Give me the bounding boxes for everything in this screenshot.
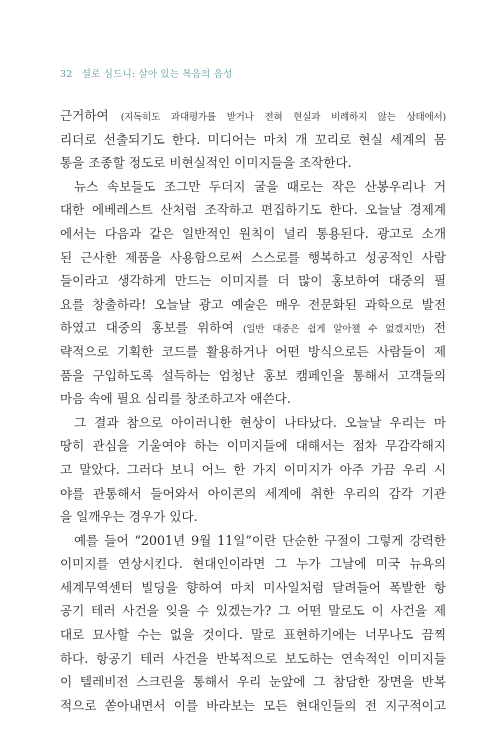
text-line [60,269,446,293]
text-line [60,198,446,222]
text-line [60,434,446,458]
text-line [60,647,446,671]
text-segment: 리더로 선출되기도 한다. 미디어는 마치 개 꼬리로 현실 세계의 몸 [60,131,446,147]
text-line [60,151,446,175]
text-line [60,576,446,600]
text-segment: 요를 창출하라! 오늘날 광고 예술은 매우 전문화된 과학으로 발전 [60,296,446,312]
text-segment: 마음 속에 필요 심리를 창조하고자 애쓴다. [60,391,291,407]
text-segment: 예를 들어 “2001년 9월 11일”이란 단순한 구절이 그렇게 강력한 [74,532,446,548]
text-line [60,529,446,553]
text-segment: 들이라고 생각하게 만드는 이미지를 더 많이 홍보하여 대중의 필 [60,273,446,289]
text-segment: 략적으로 기획한 코드를 활용하거나 어떤 방식으로든 사람들이 제 [60,343,446,359]
text-line [60,175,446,199]
body-text [60,104,446,717]
text-line [60,293,446,317]
text-line [60,246,446,270]
text-segment: 세계무역센터 빌딩을 향하여 마치 미사일처럼 달려들어 폭발한 항 [60,579,446,595]
text-segment: 하였고 대중의 홍보를 위하여 [60,320,243,336]
text-segment: 적으로 쏟아내면서 이를 바라보는 모든 현대인들의 전 지구적이고 [60,697,446,713]
text-segment: 땅히 관심을 기울여야 하는 이미지들에 대해서는 점차 무감각해지 [60,438,446,454]
text-line [60,505,446,529]
text-line [60,316,446,340]
text-segment: 고 말았다. 그러다 보니 어느 한 가지 이미지가 아주 가끔 우리 시 [60,461,446,477]
text-segment: 에서는 다음과 같은 일반적인 원칙이 널리 통용된다. 광고로 소개 [60,225,446,241]
text-segment: 전 [424,320,446,336]
text-line [60,482,446,506]
text-segment: 하다. 항공기 테러 사건을 반복적으로 보도하는 연속적인 이미지들 [60,650,446,666]
text-segment: 뉴스 속보들도 조그만 두더지 굴을 때로는 작은 산봉우리나 거 [74,178,446,194]
parenthetical-note: (일반 대중은 쉽게 알아챌 수 없겠지만) [242,324,425,336]
running-head-title: 셜로 심드니: 살아 있는 복음의 음성 [81,69,233,80]
text-segment: 그 결과 참으로 아이러니한 현상이 나타났다. 오늘날 우리는 마 [74,414,446,430]
text-line [60,340,446,364]
text-segment: 된 근사한 제품을 사용함으로써 스스로를 행복하고 성공적인 사람 [60,249,446,265]
text-segment: 이 텔레비전 스크린을 통해서 우리 눈앞에 그 참담한 장면을 반복 [60,674,446,690]
text-line [60,104,446,128]
text-line [60,670,446,694]
text-line [60,552,446,576]
text-line [60,623,446,647]
page-number: 32 [60,69,73,80]
text-line [60,222,446,246]
text-segment: 통을 조종할 정도로 비현실적인 이미지들을 조작한다. [60,155,352,171]
parenthetical-note: (지독히도 과대평가를 받거나 전혀 현실과 비례하지 않는 상태에서) [120,112,446,123]
text-segment: 품을 구입하도록 설득하는 엄청난 홍보 캠페인을 통해서 고객들의 [60,367,446,383]
text-line [60,458,446,482]
text-segment: 대로 묘사할 수는 없을 것이다. 말로 표현하기에는 너무나도 끔찍 [60,627,446,643]
text-segment: 대한 에베레스트 산처럼 조작하고 편집하기도 한다. 오늘날 경제계 [60,202,446,218]
text-segment: 이미지를 연상시킨다. 현대인이라면 그 누가 그날에 미국 뉴욕의 [60,556,446,572]
running-head [60,66,233,80]
text-line [60,411,446,435]
text-line [60,694,446,718]
text-segment: 을 일깨우는 경우가 있다. [60,509,198,525]
text-line [60,387,446,411]
text-line [60,128,446,152]
text-segment: 근거하여 [60,108,121,123]
text-line [60,364,446,388]
text-segment: 공기 테러 사건을 잊을 수 있겠는가? 그 어떤 말로도 이 사건을 제 [60,603,446,619]
text-line [60,599,446,623]
text-segment: 야를 관통해서 들어와서 아이콘의 세계에 취한 우리의 감각 기관 [60,485,446,501]
